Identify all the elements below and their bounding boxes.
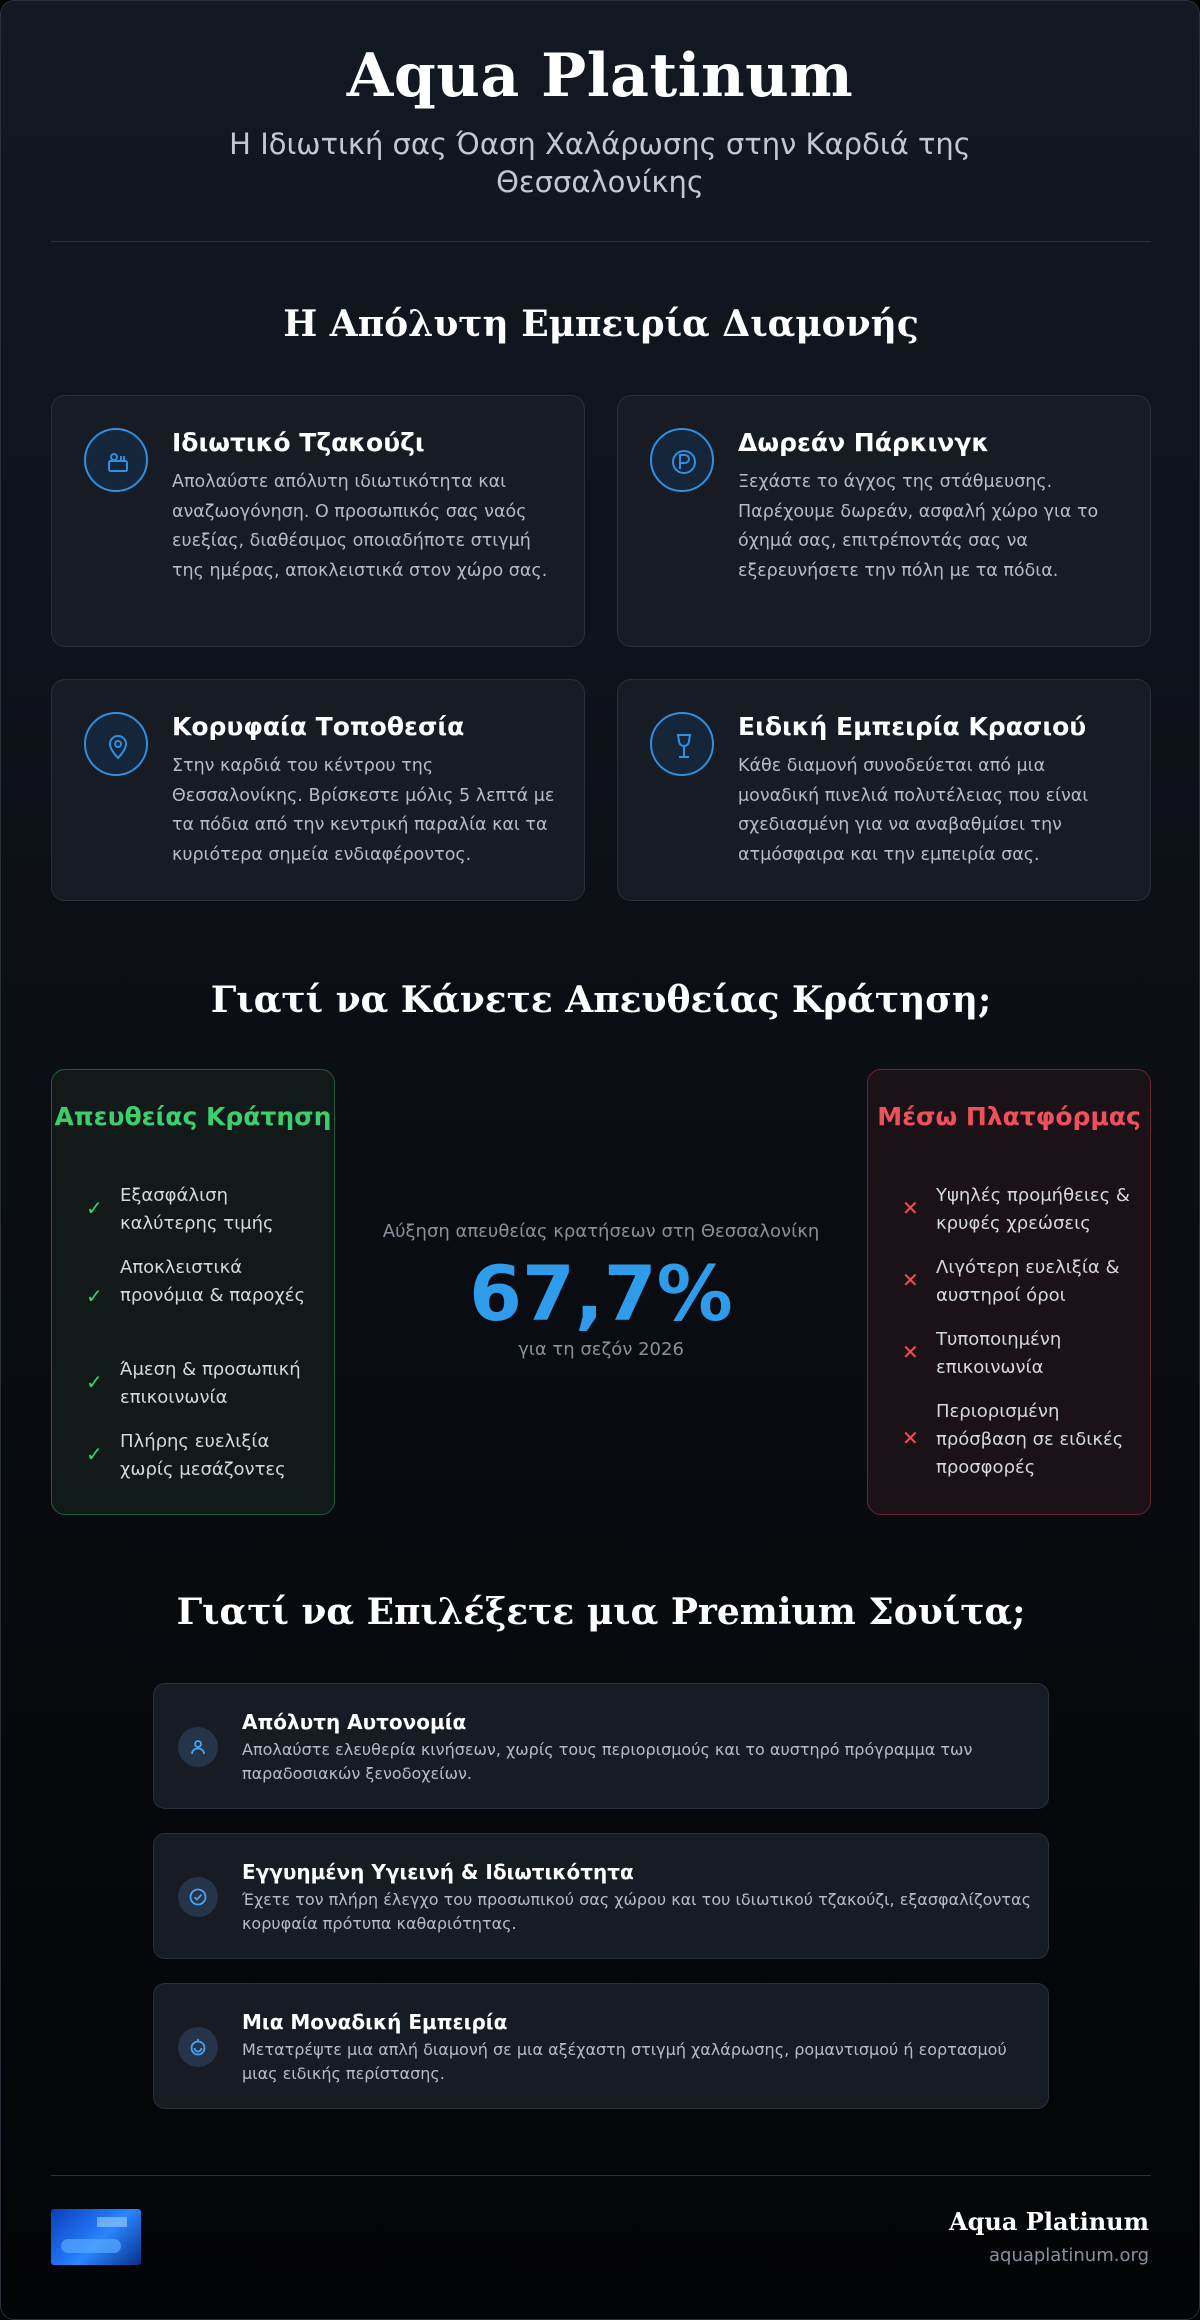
- premium-section-title: Γιατί να Επιλέξετε μια Premium Σουίτα;: [176, 1591, 1026, 1633]
- feature-card-parking: [617, 395, 1151, 647]
- check-icon: ✓: [86, 1442, 103, 1466]
- check-icon: ✓: [86, 1370, 103, 1394]
- footer-url[interactable]: aquaplatinum.org: [988, 2245, 1149, 2266]
- feature-card-title: Ιδιωτικό Τζακούζι: [172, 428, 425, 457]
- feature-card-text: Στην καρδιά του κέντρου της Θεσσαλονίκης. Βρίσκεστε μόλις 5 λεπτά με τα πόδια από την κεντρική παραλία και τα κυριότερα σημεία ενδιαφέροντος.: [172, 756, 555, 865]
- location-pin-icon: [84, 712, 148, 776]
- direct-benefit-item: Αποκλειστικά προνόμια & παροχές: [120, 1257, 306, 1306]
- feature-card-text: Κάθε διαμονή συνοδεύεται από μια μοναδική πινελιά πολυτέλειας που είναι σχεδιασμένη για να αναβαθμίσει την ατμόσφαιρα και την εμπειρία σας.: [738, 756, 1089, 865]
- premium-reason-title: Μια Μοναδική Εμπειρία: [242, 2010, 508, 2034]
- premium-reason-title: Απόλυτη Αυτονομία: [242, 1710, 467, 1734]
- feature-card-location: [51, 679, 585, 901]
- platform-booking-box: [867, 1069, 1151, 1515]
- cross-icon: ✕: [902, 1426, 919, 1450]
- jacuzzi-icon: [84, 428, 148, 492]
- parking-icon: [650, 428, 714, 492]
- person-icon: [178, 1727, 218, 1767]
- direct-section-title: Γιατί να Κάνετε Απευθείας Κράτηση;: [210, 979, 992, 1021]
- check-badge-icon: [178, 1877, 218, 1917]
- direct-benefit-item: Εξασφάλιση καλύτερης τιμής: [120, 1185, 274, 1234]
- feature-card-title: Δωρεάν Πάρκινγκ: [738, 428, 990, 457]
- page-subtitle: Η Ιδιωτική σας Όαση Χαλάρωσης στην Καρδιά της Θεσσαλονίκης: [229, 127, 971, 199]
- sparkle-icon: [178, 2027, 218, 2067]
- direct-booking-box: [51, 1069, 335, 1515]
- platform-drawback-item: Υψηλές προμήθειες & κρυφές χρεώσεις: [936, 1185, 1130, 1234]
- footer-photo: [51, 2209, 141, 2265]
- check-icon: ✓: [86, 1196, 103, 1220]
- feature-card-title: Ειδική Εμπειρία Κρασιού: [738, 712, 1087, 741]
- platform-booking-title: Μέσω Πλατφόρμας: [877, 1102, 1141, 1131]
- cross-icon: ✕: [902, 1196, 919, 1220]
- wine-glass-icon: [650, 712, 714, 776]
- premium-reason-card: [153, 1833, 1049, 1959]
- premium-reason-text: Έχετε τον πλήρη έλεγχο του προσωπικού σας χώρου και του ιδιωτικού τζακούζι, εξασφαλίζοντας κορυφαία πρότυπα καθαριότητας.: [242, 1890, 1031, 1933]
- premium-reason-card: [153, 1683, 1049, 1809]
- check-icon: ✓: [86, 1284, 103, 1308]
- cross-icon: ✕: [902, 1340, 919, 1364]
- platform-drawback-item: Λιγότερη ευελιξία & αυστηροί όροι: [936, 1257, 1120, 1306]
- feature-card-text: Απολαύστε απόλυτη ιδιωτικότητα και αναζωογόνηση. Ο προσωπικός σας ναός ευεξίας, διαθέσιμος οποιαδήποτε στιγμή της ημέρας, αποκλειστικά στον χώρο σας.: [172, 472, 548, 581]
- stat-sublabel: για τη σεζόν 2026: [518, 1339, 684, 1360]
- premium-reason-text: Μετατρέψτε μια απλή διαμονή σε μια αξέχαστη στιγμή χαλάρωσης, ρομαντισμού ή εορτασμού μιας ειδικής περίστασης.: [242, 2040, 1007, 2083]
- platform-drawback-item: Περιορισμένη πρόσβαση σε ειδικές προσφορές: [936, 1401, 1124, 1478]
- direct-benefit-item: Πλήρης ευελιξία χωρίς μεσάζοντες: [120, 1431, 286, 1480]
- stat-value: 67,7%: [469, 1249, 733, 1338]
- footer-brand: Aqua Platinum: [949, 2207, 1149, 2236]
- header: [1, 1, 1199, 201]
- cross-icon: ✕: [902, 1268, 919, 1292]
- stat-label: Αύξηση απευθείας κρατήσεων στη Θεσσαλονίκη: [382, 1221, 820, 1242]
- page-title: Aqua Platinum: [346, 41, 854, 111]
- direct-booking-title: Απευθείας Κράτηση: [54, 1102, 332, 1131]
- premium-reason-text: Απολαύστε ελευθερία κινήσεων, χωρίς τους περιορισμούς και το αυστηρό πρόγραμμα των παραδοσιακών ξενοδοχείων.: [242, 1740, 973, 1783]
- footer-divider: [51, 2175, 1151, 2176]
- experience-section-title: Η Απόλυτη Εμπειρία Διαμονής: [283, 303, 919, 345]
- feature-card-title: Κορυφαία Τοποθεσία: [172, 712, 465, 741]
- feature-card-text: Ξεχάστε το άγχος της στάθμευσης. Παρέχουμε δωρεάν, ασφαλή χώρο για το όχημά σας, επιτρέποντάς σας να εξερευνήσετε την πόλη με τα πόδια.: [738, 472, 1099, 581]
- direct-benefit-item: Άμεση & προσωπική επικοινωνία: [120, 1359, 301, 1408]
- feature-card-wine: [617, 679, 1151, 901]
- header-divider: [51, 241, 1151, 242]
- feature-card-jacuzzi: [51, 395, 585, 647]
- platform-drawback-item: Τυποποιημένη επικοινωνία: [936, 1329, 1062, 1378]
- premium-reason-card: [153, 1983, 1049, 2109]
- premium-reason-title: Εγγυημένη Υγιεινή & Ιδιωτικότητα: [242, 1860, 634, 1884]
